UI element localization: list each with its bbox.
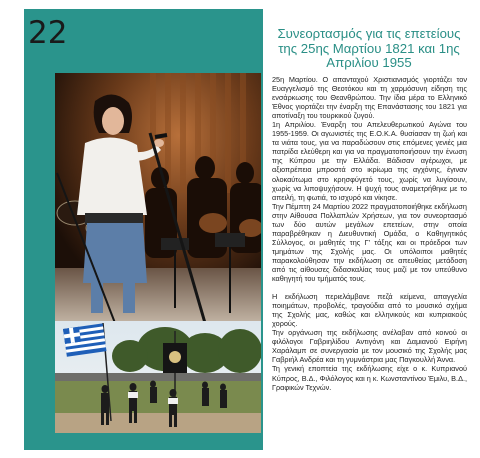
parade-photo [55,321,261,433]
article-paragraph: Την οργάνωση της εκδήλωσης ανέλαβαν από κοινού οι φιλόλογοι Γαβριηλίδου Αντιγόνη και Δαμιανού Ειρήνη Χαράλαμπ σε συνεργασία με τον μουσικό της Σχολής μας Γαβριήλ Ανδρέα και τη γυμνάστρια μας Παγκουλλή Άννα. [272,328,467,365]
article-title: Συνεορτασμός για τις επετείους της 25ης Μαρτίου 1821 και 1ης Απριλίου 1955 [277,26,461,70]
article-paragraph: 25η Μαρτίου. Ο απανταχού Χριστιανισμός γιορτάζει τον Ευαγγελισμό της Θεοτόκου και τη χαρμόσυνη είδηση της ενσάρκωσης του Θεανθρώπου. Την ίδια μέρα το Ελληνικό Έθνος γιορτάζει την έναρξη της Επανάστασης του 1821 για αποτίναξη του τουρκικού ζυγού. [272,75,467,121]
article-paragraph: 1η Απριλίου. Έναρξη του Απελευθερωτικού Αγώνα του 1955-1959. Οι αγωνιστές της Ε.Ο.Κ.Α. θυσίασαν τη ζωή και τα νιάτα τους, για να παραδώσουν στις επόμενες γενιές μια πατρίδα ελεύθερη και για να πραγματοποιήσουν την ένωση της Κύπρου με την Ελλάδα. Βάδισαν αγέρωχοι, με αξιοπρέπεια μπροστά στο ικρίωμα της αγχόνης, έγιναν ολοκαύτωμα στο κρησφύγετό τους, χωρίς να λυγίσουν, χωρίς να λιποψυχήσουν. Η ψυχή τους αναμετρήθηκε με το απειλή, τη φωτιά, το ισχυρό και νίκησε. [272,120,467,202]
concert-photo [55,73,261,323]
article-body [272,75,467,392]
article-paragraph: Την Πέμπτη 24 Μαρτίου 2022 πραγματοποιήθηκε εκδήλωση στην Αίθουσα Πολλαπλών Χρήσεων, για τον συνεορτασμό των δύο αυτών μεγάλων επετείων, στην οποία παραβρέθηκαν η Διευθυντική Ομάδα, ο Καθηγητικός Σύλλογος, οι μαθητές της Γ' τάξης και οι πρόεδροι των τμημάτων της Σχολής μας. Οι υπόλοιποι μαθητές παρακολούθησαν την εκδήλωση σε απευθείας μετάδοση από τις αίθουσες διδασκαλίας τους μαζί με τον υπεύθυνο καθηγητή του τμήματός τους. [272,201,467,284]
article-paragraph: Η εκδήλωση περιελάμβανε πεζά κείμενα, απαγγελία ποιημάτων, προβολές, τραγούδια από το μουσικό σχήμα της Σχολής μας, καθώς και ελληνικούς και κυπριακούς χορούς. [272,292,467,329]
page-number: 22 [28,15,68,51]
article-paragraph: Τη γενική εποπτεία της εκδήλωσης είχε ο κ. Κυπριανού Κύπρος, Β.Δ., Φιλόλογος και η κ. Κωνσταντίνου Έμιλυ, Β.Δ., Γραφικών Τεχνών. [272,364,467,392]
